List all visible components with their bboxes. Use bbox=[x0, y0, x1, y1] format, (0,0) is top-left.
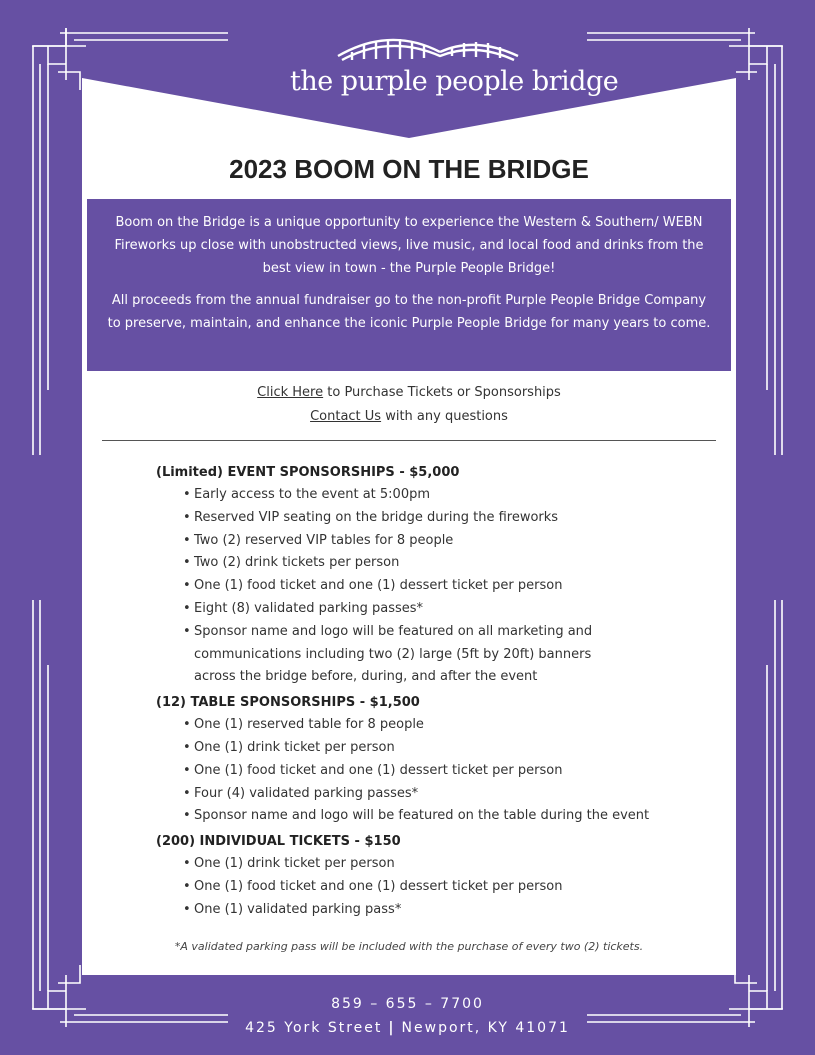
page-title: 2023 BOOM ON THE BRIDGE bbox=[229, 154, 589, 184]
list-item: • Four (4) validated parking passes* bbox=[156, 783, 716, 806]
list-item: • One (1) validated parking pass* bbox=[156, 899, 716, 922]
street-address: 425 York Street bbox=[245, 1020, 383, 1036]
list-item: • One (1) drink ticket per person bbox=[156, 853, 716, 876]
divider bbox=[102, 440, 716, 441]
tier-benefits bbox=[156, 714, 716, 828]
list-item: • One (1) food ticket and one (1) dessert ticket per person bbox=[156, 575, 716, 598]
brand-logo-text: the purple people bridge bbox=[290, 66, 619, 97]
tier-benefits bbox=[156, 853, 716, 921]
list-item: • Sponsor name and logo will be featured on the table during the event bbox=[156, 805, 716, 828]
tier-heading: (Limited) EVENT SPONSORSHIPS - $5,000 bbox=[156, 465, 460, 480]
address-separator: | bbox=[388, 1020, 396, 1036]
tier-heading: (12) TABLE SPONSORSHIPS - $1,500 bbox=[156, 695, 420, 711]
sponsorship-tiers bbox=[156, 461, 716, 924]
phone-number[interactable]: 859 – 655 – 7700 bbox=[331, 996, 484, 1012]
tier-individual bbox=[156, 830, 716, 921]
list-item: • Reserved VIP seating on the bridge during the fireworks bbox=[156, 507, 716, 530]
purchase-link[interactable]: Click Here bbox=[257, 385, 324, 400]
purchase-line bbox=[82, 381, 736, 405]
address-line bbox=[0, 1016, 815, 1040]
intro-paragraph-2: All proceeds from the annual fundraiser go to the non-profit Purple People Bridge Company to preserve, maintain, and enhance the iconic Purple People Bridge for many years to come. bbox=[107, 293, 711, 331]
cta-links bbox=[82, 381, 736, 429]
intro-paragraph-1: Boom on the Bridge is a unique opportunity to experience the Western & Southern/ WEBN Fireworks up close with unobstructed views, live music, and local food and drinks from the best view in town - the Purple People Bridge! bbox=[114, 215, 704, 276]
purchase-text: to Purchase Tickets or Sponsorships bbox=[323, 385, 561, 400]
list-item: • One (1) food ticket and one (1) dessert ticket per person bbox=[156, 876, 716, 899]
tier-benefits bbox=[156, 484, 716, 689]
list-item: • One (1) drink ticket per person bbox=[156, 737, 716, 760]
parking-footnote: *A validated parking pass will be included with the purchase of every two (2) tickets. bbox=[174, 940, 644, 953]
tier-heading: (200) INDIVIDUAL TICKETS - $150 bbox=[156, 834, 401, 850]
contact-link[interactable]: Contact Us bbox=[310, 409, 382, 424]
list-item: • Eight (8) validated parking passes* bbox=[156, 598, 716, 621]
list-item: • Two (2) reserved VIP tables for 8 people bbox=[156, 530, 716, 553]
bridge-arches-icon bbox=[290, 30, 525, 70]
contact-footer bbox=[0, 992, 815, 1040]
intro-box bbox=[87, 199, 731, 371]
tier-event bbox=[156, 461, 716, 689]
contact-line bbox=[82, 405, 736, 429]
list-item: • Two (2) drink tickets per person bbox=[156, 552, 716, 575]
list-item: • Early access to the event at 5:00pm bbox=[156, 484, 716, 507]
list-item: • Sponsor name and logo will be featured on all marketing and communications including two (2) large (5ft by 20ft) banners across the bridge before, during, and after the event bbox=[156, 621, 716, 689]
tier-table bbox=[156, 691, 716, 828]
list-item: • One (1) reserved table for 8 people bbox=[156, 714, 716, 737]
list-item: • One (1) food ticket and one (1) dessert ticket per person bbox=[156, 760, 716, 783]
contact-text: with any questions bbox=[381, 409, 508, 424]
city-address: Newport, KY 41071 bbox=[401, 1020, 570, 1036]
brand-logo[interactable] bbox=[290, 30, 619, 110]
